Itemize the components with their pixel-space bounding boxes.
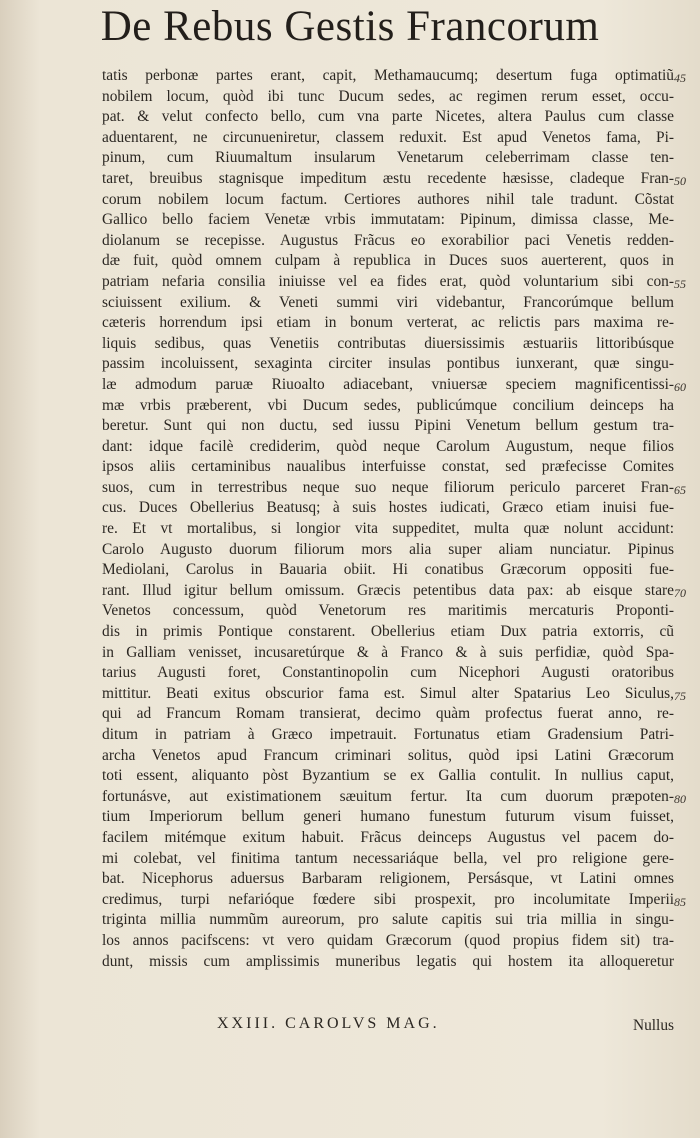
text-line: mæ vrbis præberent, vbi Ducum sedes, publicúmque concilium deinceps ha (102, 396, 674, 414)
page-footer (102, 1015, 674, 1039)
text-line: læ admodum paruæ Riuoalto adiacebant, vniuersæ speciem magnificentissi- (102, 375, 674, 393)
text-line: dis in primis Pontique constarent. Obellerius etiam Dux patria extorris, cũ (102, 623, 674, 641)
text-line: in Galliam venisset, incusaretúrque & à Franco & à suis perfidiæ, quòd Spa- (102, 643, 674, 661)
text-line: corum nobilem locum factum. Certiores authores nihil tale tradunt. Cõstat (102, 190, 674, 208)
text-line: credimus, turpi nefarióque fœdere sibi prospexit, pro incolumitate Imperii (102, 890, 674, 908)
text-line: facilem mitémque exitum habuit. Frãcus deinceps Augustus vel pacem do- (102, 828, 674, 846)
margin-line-number: 65 (674, 483, 686, 497)
text-line: archa Venetos apud Francum criminari solitus, quòd ipsi Latini Græcorum (102, 746, 674, 764)
margin-line-number: 50 (674, 174, 686, 188)
text-line: bat. Nicephorus aduersus Barbaram religionem, Persásque, vt Latini omnes (102, 870, 674, 888)
text-line: aduentarent, ne circunueniretur, classem reduxit. Est apud Venetos fama, Pi- (102, 128, 674, 146)
signature-mark: XXIII. CAROLVS MAG. (217, 1015, 440, 1032)
text-line: fortunásve, aut existimationem sæuitum fertur. Ita cum duorum præpoten- (102, 787, 674, 805)
text-line: Venetos concessum, quòd Venetorum res maritimis mercaturis Proponti- (102, 602, 674, 620)
text-line: liquis sedibus, quas Venetiis contributas diuersissimis æstuariis littoribúsque (102, 334, 674, 352)
text-line: cus. Duces Obellerius Beatusq; à suis hostes iudicati, Græco etiam inuisi fue- (102, 499, 674, 517)
text-line: mi colebat, vel finitima tantum necessariáque bella, vel pro religione gere- (102, 849, 674, 867)
margin-line-number: 70 (674, 586, 686, 600)
text-line: pat. & velut confecto bello, cum vna parte Nicetes, altera Paulus cum classe (102, 108, 674, 126)
margin-line-number: 80 (674, 792, 686, 806)
margin-line-number: 45 (674, 71, 686, 85)
text-line: re. Et vt mortalibus, si longior vita suppeditet, multa quæ nolunt accidunt: (102, 520, 674, 538)
body-text (102, 66, 674, 972)
text-line: triginta millia nummũm aureorum, pro salute capitis sui tria millia in singu- (102, 911, 674, 929)
text-line: taret, breuibus stagnisque impeditum æstu recedente hæsisse, cladeque Fran- (102, 169, 674, 187)
text-line: Gallico bello faciem Venetæ vrbis immutatam: Pipinum, dimissa classe, Me- (102, 211, 674, 229)
running-title: De Rebus Gestis Francorum (100, 3, 600, 50)
text-line: tarius Augusti foret, Constantinopolin cum Nicephori Augusti oratoribus (102, 664, 674, 682)
text-line: Mediolani, Carolus in Bauaria obiit. Hi conatibus Græcorum oppositi fue- (102, 561, 674, 579)
text-line: nobilem locum, quòd ibi tunc Ducum sedes, ac regimen rerum esset, occu- (102, 87, 674, 105)
text-line: mittitur. Beati exitus obscurior fama est. Simul alter Spatarius Leo Siculus, (102, 684, 674, 702)
text-line: dunt, missis cum amplissimis muneribus legatis qui hostem ita alloqueretur (102, 952, 674, 970)
margin-line-number: 85 (674, 895, 686, 909)
text-line: dæ fuit, quòd omnem culpam à republica in Duces suos auerterent, quos in (102, 252, 674, 270)
margin-line-number: 55 (674, 277, 686, 291)
text-line: dant: idque facilè crediderim, quòd neque Carolum Augustum, neque filios (102, 437, 674, 455)
text-line: beretur. Sunt qui non ductu, sed iussu Pipini Venetum bellum gestum tra- (102, 417, 674, 435)
text-line: ditum in patriam à Græco impetrauit. Fortunatus etiam Gradensium Patri- (102, 726, 674, 743)
text-line: Carolo Augusto duorum filiorum mors alia super aliam nunciatur. Pipinus (102, 540, 674, 558)
text-line: qui ad Francum Romam transierat, decimo quàm profectus fuerat anno, re- (102, 705, 674, 723)
text-line: pinum, cum Riuumaltum insularum Venetarum celeberrimam classe ten- (102, 149, 674, 167)
text-line: ipsos aliis certaminibus naualibus interfuisse constat, sed præfecisse Comites (102, 458, 674, 476)
margin-line-number: 60 (674, 380, 686, 394)
text-line: rant. Illud igitur bellum omissum. Græcis petentibus data pax: ab eisque stare (102, 581, 674, 599)
text-line: los annos pacifscens: vt vero quidam Græcorum (quod propius fidem sit) tra- (102, 931, 674, 949)
text-line: tium Imperiorum bellum generi humano funestum futurum visum fuisset, (102, 808, 674, 826)
text-line: tatis perbonæ partes erant, capit, Methamaucumq; desertum fuga optimatiũ (102, 67, 674, 84)
text-line: passim incoluissent, sexaginta circiter insulas pontibus iunxerant, quæ singu- (102, 355, 674, 373)
text-line: sciuissent exilium. & Veneti summi viri videbantur, Francorúmque bellum (102, 293, 674, 311)
text-line: suos, cum in terrestribus neque suo neque filiorum periculo parceret Fran- (102, 478, 674, 496)
text-line: toti essent, aliquanto pòst Byzantium se ex Gallia contulit. In nullius caput, (102, 767, 674, 785)
text-line: cæteris horrendum ipsi etiam in bonum verterat, ac relictis pars maxima re- (102, 314, 674, 332)
text-line: patriam nefaria consilia iniuisse vel ea fides erat, quòd voluntarium sibi con- (102, 272, 674, 290)
text-line: diolanum se recepisse. Augustus Frãcus eo exorabilior paci Venetis redden- (102, 231, 674, 249)
catchword: Nullus (632, 1017, 674, 1034)
margin-line-number: 75 (674, 689, 686, 703)
